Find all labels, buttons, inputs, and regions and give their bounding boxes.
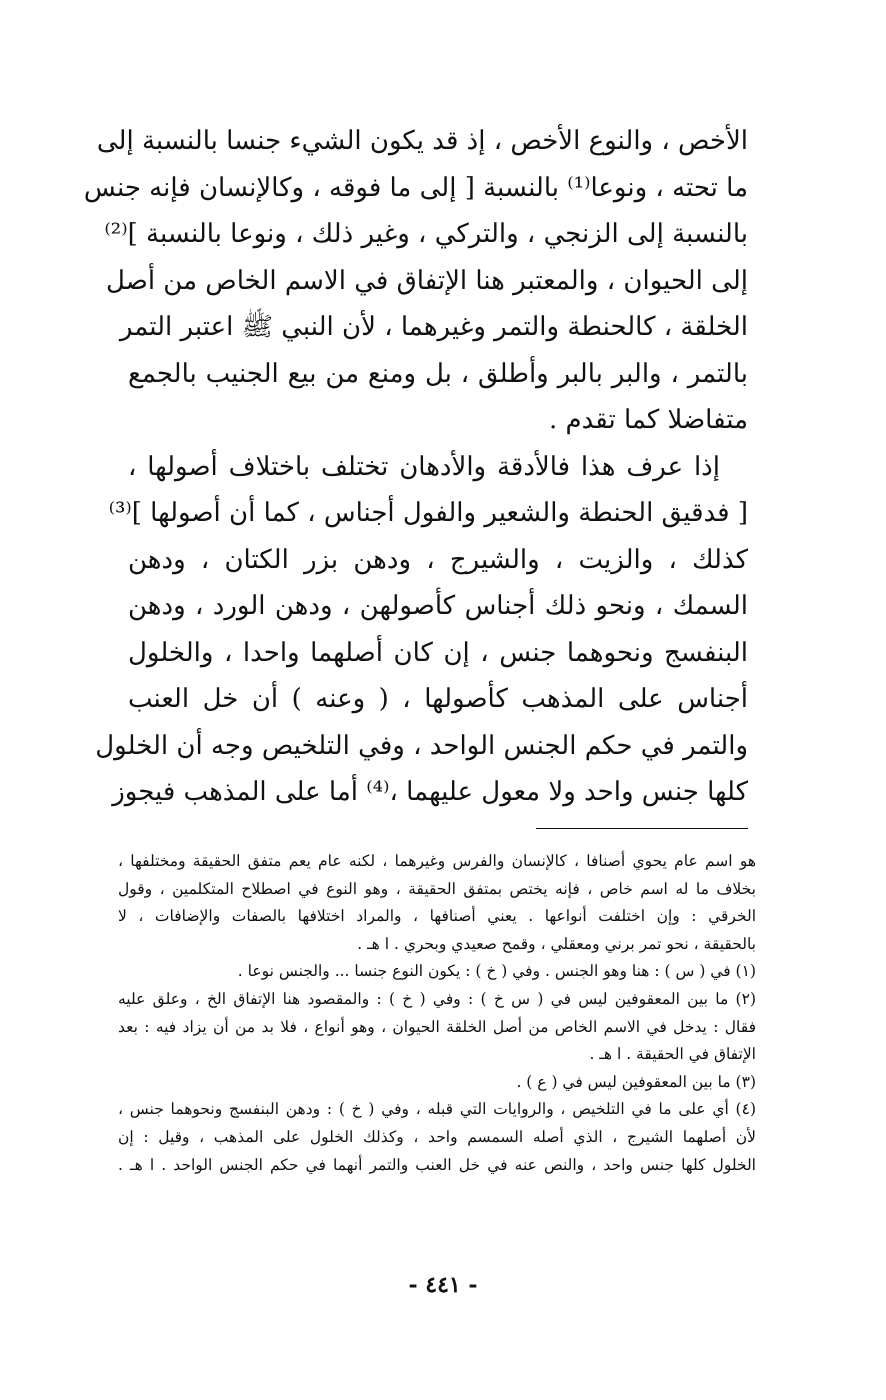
main-text-body (83, 118, 748, 816)
main-text-line: ما تحته ، ونوعا⁽¹⁾ بالنسبة [ إلى ما فوقه ، وكالإنسان فإنه جنس (83, 172, 748, 203)
main-text-line: الأخص ، والنوع الأخص ، إذ قد يكون الشيء جنسا بالنسبة إلى (96, 126, 748, 156)
footnote-line: بالحقيقة ، نحو تمر برني ومعقلي ، وقمح صعيدي وبحري . ا هـ . (357, 934, 756, 953)
footnote-line: (٤) أي على ما في التلخيص ، والروايات التي قبله ، وفي ( خ ) : ودهن البنفسج ونحوهما جنس ، (118, 1100, 756, 1119)
footnote-line: (١) في ( س ) : هنا وهو الجنس . وفي ( خ ) : يكون النوع جنسا ... والجنس نوعا . (237, 962, 756, 981)
footnotes-section (118, 848, 756, 1179)
main-text-line: الخلقة ، كالحنطة والتمر وغيرهما ، لأن النبي ﷺ اعتبر التمر (119, 312, 748, 342)
main-text-line: والتمر في حكم الجنس الواحد ، وفي التلخيص وجه أن الخلول (95, 730, 748, 761)
footnote-line: لأن أصلهما الشيرج ، الذي أصله السمسم واحد ، وكذلك الخلول على المذهب ، وقيل : إن (118, 1127, 756, 1146)
main-text-line: أجناس على المذهب كأصولها ، ( وعنه ) أن خل العنب (128, 684, 748, 714)
footnote-line: الإتفاق في الحقيقة . ا هـ . (589, 1045, 756, 1064)
main-text-line: بالتمر ، والبر بالبر وأطلق ، بل ومنع من بيع الجنيب بالجمع (128, 358, 748, 389)
main-text-line: كذلك ، والزيت ، والشيرج ، ودهن بزر الكتان ، ودهن (128, 544, 748, 575)
footnote-line: (٢) ما بين المعقوفين ليس في ( س خ ) : وفي ( خ ) : والمقصود هنا الإتفاق الخ ، وعلق عليه (118, 989, 756, 1008)
footnote-separator (536, 828, 748, 829)
main-text-line: إلى الحيوان ، والمعتبر هنا الإتفاق في الاسم الخاص من أصل (106, 265, 748, 296)
main-text-line: بالنسبة إلى الزنجي ، والتركي ، وغير ذلك ، ونوعا بالنسبة ]⁽²⁾ (104, 219, 748, 249)
main-text-line: البنفسج ونحوهما جنس ، إن كان أصلهما واحدا ، والخلول (128, 637, 748, 668)
footnote-line: هو اسم عام يحوي أصنافا ، كالإنسان والفرس وغيرهما ، لكنه عام يعم متفق الحقيقة ومختلفها ، (118, 852, 756, 870)
main-text-line: السمك ، ونحو ذلك أجناس كأصولهن ، ودهن الورد ، ودهن (128, 591, 748, 621)
main-text-line: كلها جنس واحد ولا معول عليهما ،⁽⁴⁾ أما على المذهب فيجوز (112, 777, 748, 807)
page-number: - ٤٤١ - (408, 1272, 478, 1298)
main-text-line: متفاضلا كما تقدم . (549, 405, 748, 435)
main-text-line: [ فدقيق الحنطة والشعير والفول أجناس ، كما أن أصولها ]⁽³⁾ (108, 498, 748, 528)
footnote-line: الخرقي : وإن اختلفت أنواعها . يعني أصنافها ، والمراد اختلافها بالصفات والإضافات ، لا (118, 907, 756, 926)
footnote-line: فقال : يدخل في الاسم الخاص من أصل الخلقة الحيوان ، وهو أنواع ، فلا بد من أن يزاد فيه : بعد (118, 1017, 756, 1036)
footnote-line: (٣) ما بين المعقوفين ليس في ( ع ) . (516, 1072, 756, 1091)
main-text-line: إذا عرف هذا فالأدقة والأدهان تختلف باختلاف أصولها ، (128, 451, 720, 482)
footnote-line: الخلول كلها جنس واحد ، والنص عنه في خل العنب والتمر أنهما في حكم الجنس الواحد . ا هـ . (118, 1155, 756, 1174)
footnote-line: بخلاف ما له اسم خاص ، فإنه يختص بمتفق الحقيقة ، وهو النوع في اصطلاح المتكلمين ، وقول (118, 879, 756, 898)
